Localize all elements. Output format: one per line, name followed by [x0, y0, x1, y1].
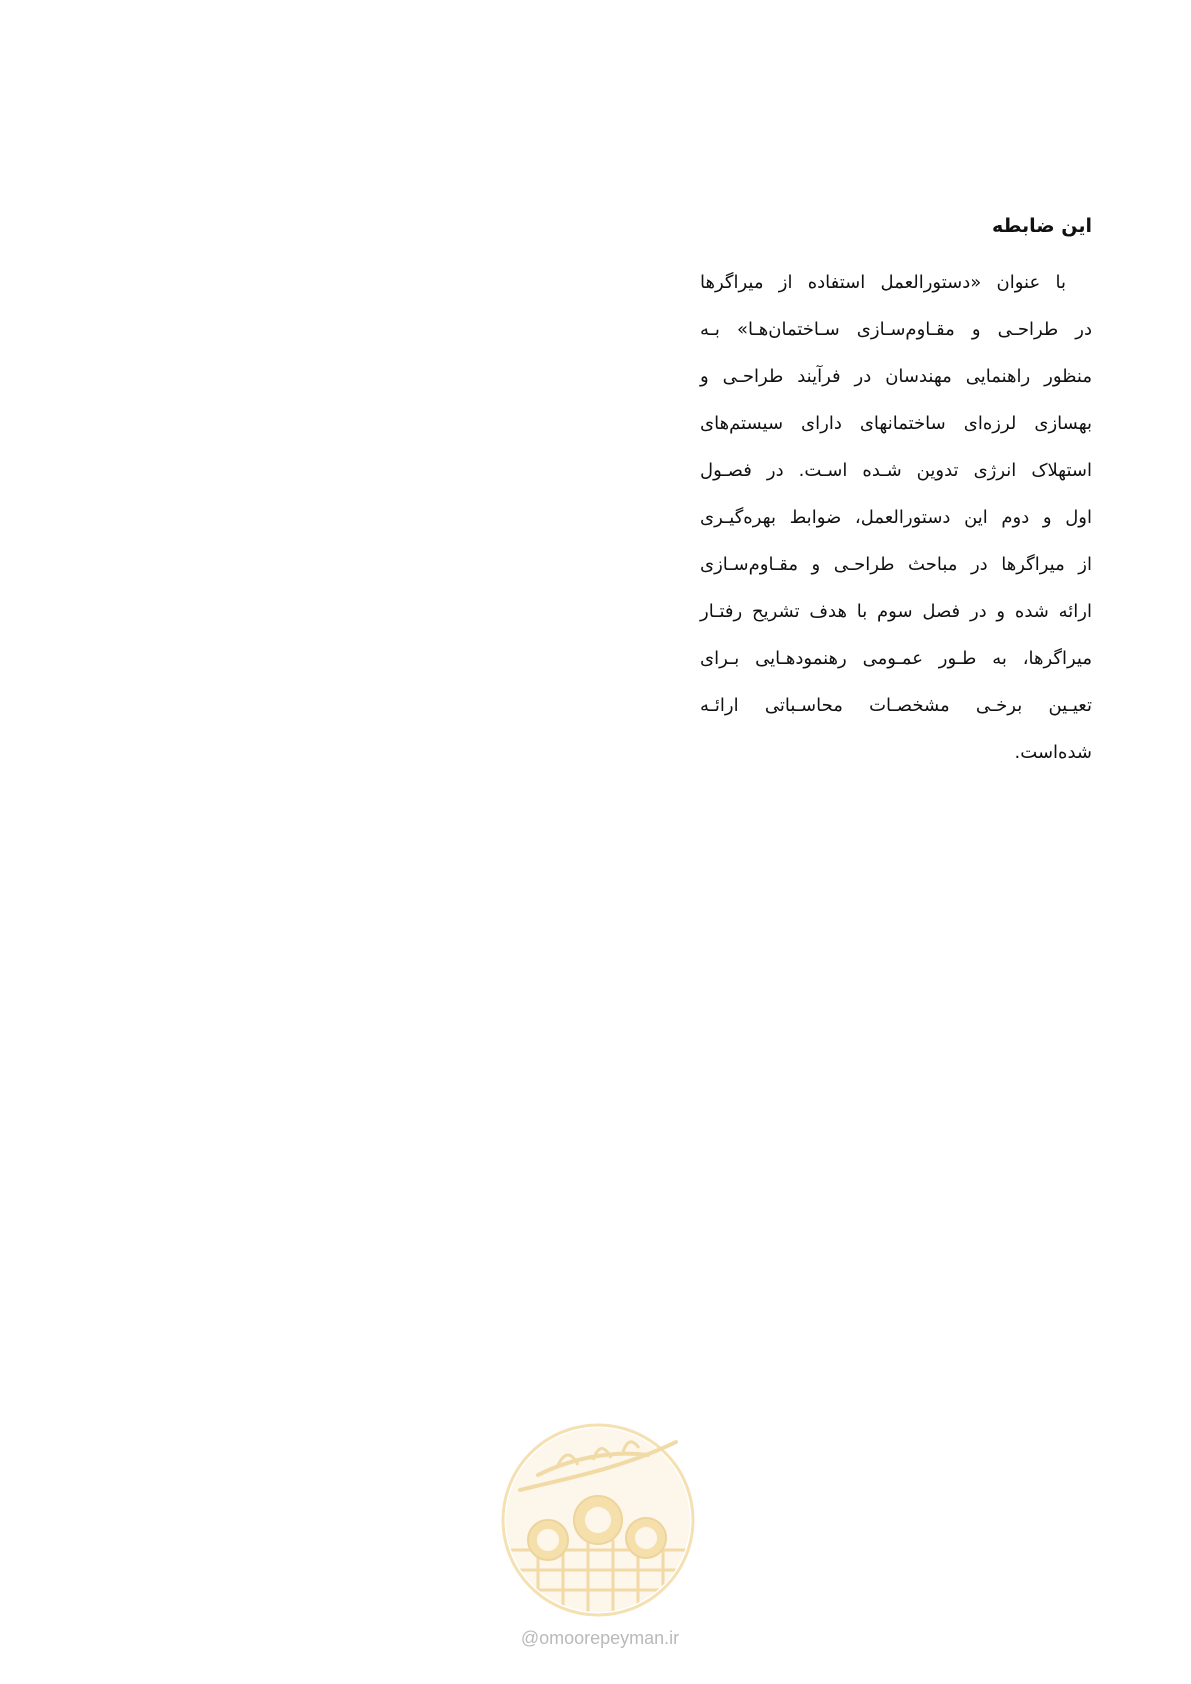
paragraph-line: بهسازی لرزه‌ای ساختمانهای دارای سیستم‌های	[700, 413, 1092, 434]
paragraph-line: از میراگرها در مباحث طراحـی و مقـاوم‌سـازی	[700, 554, 1092, 575]
watermark-logo	[498, 1420, 698, 1630]
paragraph-line: منظور راهنمایی مهندسان در فرآیند طراحـی و	[700, 366, 1092, 387]
section-heading: این ضابطه	[991, 215, 1092, 237]
paragraph-line: اول و دوم این دستورالعمل، ضوابط بهره‌گیـری	[700, 507, 1092, 528]
body-paragraph	[700, 259, 1092, 776]
paragraph-line: شده‌است.	[1014, 742, 1092, 763]
text-block	[700, 212, 1092, 776]
watermark-url: @omoorepeyman.ir	[520, 1628, 680, 1648]
paragraph-line: با عنوان «دستورالعمل استفاده از میراگرها	[700, 272, 1066, 293]
paragraph-line: استهلاک انرژی تدوین شـده اسـت. در فصـول	[700, 460, 1092, 481]
paragraph-line: ارائه شده و در فصل سوم با هدف تشریح رفتـار	[700, 601, 1092, 622]
paragraph-line: تعیـین برخـی مشخصـات محاسـباتی ارائـه	[700, 695, 1092, 716]
paragraph-line: میراگرها، به طـور عمـومی رهنمودهـایی بـرای	[700, 648, 1092, 669]
paragraph-line: در طراحـی و مقـاوم‌سـازی سـاختمان‌هـا» بـه	[700, 319, 1092, 340]
